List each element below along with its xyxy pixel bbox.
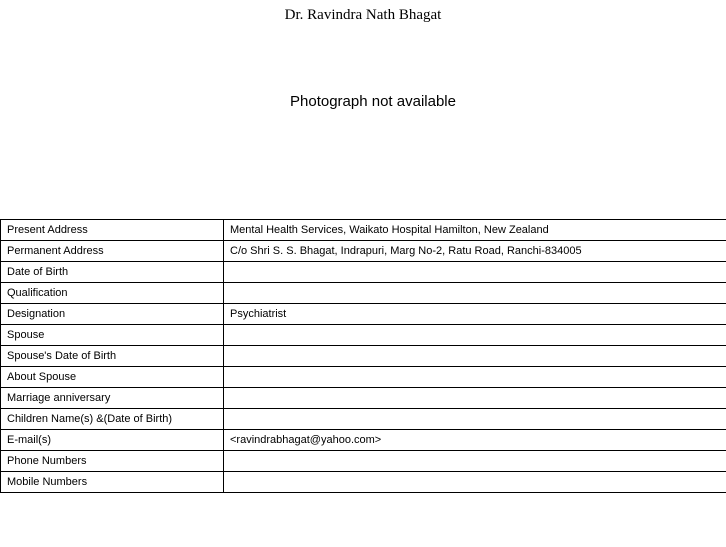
table-row xyxy=(1,220,726,241)
table-row xyxy=(1,283,726,304)
table-row xyxy=(1,241,726,262)
row-label: Permanent Address xyxy=(1,241,224,262)
table-row xyxy=(1,304,726,325)
row-label: Spouse xyxy=(1,325,224,346)
table-row xyxy=(1,346,726,367)
row-label: Present Address xyxy=(1,220,224,241)
row-label: Phone Numbers xyxy=(1,451,224,472)
profile-name: Dr. Ravindra Nath Bhagat xyxy=(284,7,442,23)
row-label: About Spouse xyxy=(1,367,224,388)
row-value: <ravindrabhagat@yahoo.com> xyxy=(224,430,726,451)
row-value: Psychiatrist xyxy=(224,304,726,325)
row-value: Mental Health Services, Waikato Hospital Hamilton, New Zealand xyxy=(224,220,726,241)
row-value xyxy=(224,451,726,472)
table-row xyxy=(1,409,726,430)
row-label: Mobile Numbers xyxy=(1,472,224,493)
row-value xyxy=(224,325,726,346)
table-row xyxy=(1,262,726,283)
row-label: E-mail(s) xyxy=(1,430,224,451)
row-label: Designation xyxy=(1,304,224,325)
table-row xyxy=(1,325,726,346)
row-value xyxy=(224,472,726,493)
row-value xyxy=(224,367,726,388)
row-label: Marriage anniversary xyxy=(1,388,224,409)
row-value xyxy=(224,409,726,430)
row-label: Children Name(s) &(Date of Birth) xyxy=(1,409,224,430)
table-row xyxy=(1,367,726,388)
table-row xyxy=(1,472,726,493)
photo-placeholder-text: Photograph not available xyxy=(290,93,456,110)
details-table xyxy=(0,219,726,493)
row-value xyxy=(224,283,726,304)
table-row xyxy=(1,430,726,451)
table-row xyxy=(1,451,726,472)
row-value: C/o Shri S. S. Bhagat, Indrapuri, Marg No-2, Ratu Road, Ranchi-834005 xyxy=(224,241,726,262)
row-label: Date of Birth xyxy=(1,262,224,283)
table-row xyxy=(1,388,726,409)
row-value xyxy=(224,346,726,367)
row-label: Qualification xyxy=(1,283,224,304)
row-label: Spouse's Date of Birth xyxy=(1,346,224,367)
row-value xyxy=(224,388,726,409)
row-value xyxy=(224,262,726,283)
